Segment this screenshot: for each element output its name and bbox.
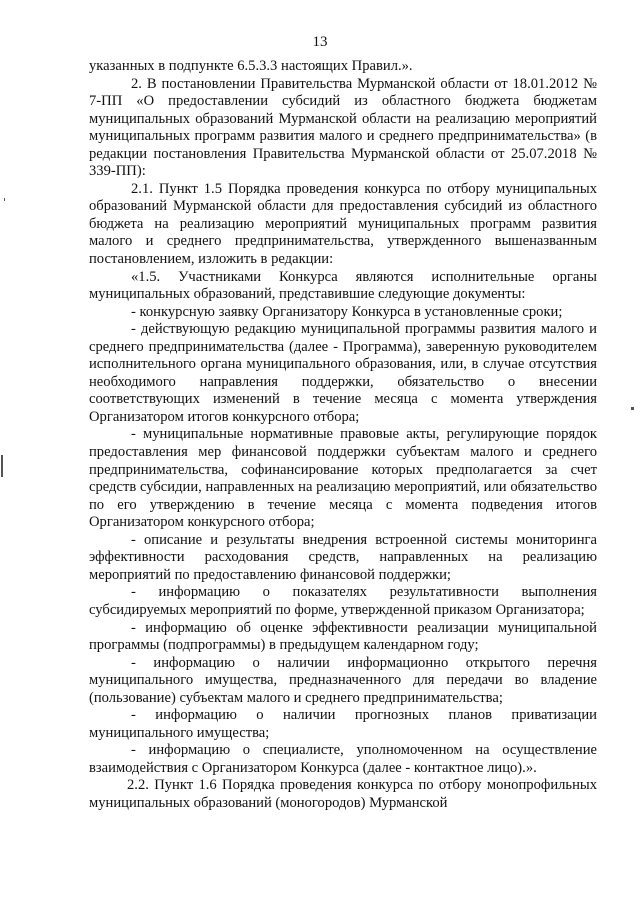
- paragraph: - муниципальные нормативные правовые акты, регулирующие порядок предоставления мер финансовой поддержки субъектам малого и среднего предпринимательства, софинансирование которых предполагается за счет средств субсидии, направленных на реализацию мероприятий, или обязательство по его утверждению в течение месяца с момента подведения итогов Организатором конкурсного отбора;: [89, 426, 597, 531]
- scan-edge-mark: [631, 407, 634, 410]
- paragraph: указанных в подпункте 6.5.3.3 настоящих Правил.».: [89, 58, 413, 74]
- document-body: [89, 58, 597, 813]
- paragraph: - информацию о наличии информационно открытого перечня муниципального имущества, предназначенного для передачи во владение (пользование) субъектам малого и среднего предпринимательства;: [89, 654, 597, 706]
- page-number: 13: [312, 34, 328, 50]
- paragraph: - конкурсную заявку Организатору Конкурса в установленные сроки;: [131, 303, 563, 320]
- scan-edge-mark: [1, 455, 3, 477]
- paragraph: - информацию о специалисте, уполномоченном на осуществление взаимодействия с Организатором Конкурса (далее - контактное лицо).».: [89, 742, 597, 776]
- paragraph: 2. В постановлении Правительства Мурманской области от 18.01.2012 № 7-ПП «О предоставлении субсидий из областного бюджета бюджетам муниципальных образований Мурманской области на реализацию мероприятий муниципальных программ развития малого и среднего предпринимательства» (в редакции постановления Правительства Мурманской области от 25.07.2018 № 339-ПП):: [89, 75, 597, 180]
- paragraph: - действующую редакцию муниципальной программы развития малого и среднего предпринимательства (далее - Программа), заверенную руководителем исполнительного органа муниципального образования, или, в случае отсутствия необходимого направления поддержки, обязательство о внесении соответствующих изменений в течение месяца с момента утверждения Организатором итогов конкурсного отбора;: [89, 321, 597, 425]
- paragraph: - описание и результаты внедрения встроенной системы мониторинга эффективности расходования средств, направленных на реализацию мероприятий по предоставлению финансовой поддержки;: [89, 531, 597, 583]
- paragraph: - информацию об оценке эффективности реализации муниципальной программы (подпрограммы) в предыдущем календарном году;: [89, 619, 597, 654]
- paragraph: - информацию о наличии прогнозных планов приватизации муниципального имущества;: [89, 707, 597, 741]
- paragraph: «1.5. Участниками Конкурса являются исполнительные органы муниципальных образований, представившие следующие документы:: [89, 268, 597, 303]
- paragraph: 2.2. Пункт 1.6 Порядка проведения конкурса по отбору монопрофильных муниципальных образований (моногородов) Мурманской: [89, 777, 597, 811]
- paragraph: - информацию о показателях результативности выполнения субсидируемых мероприятий по форме, утвержденной приказом Организатора;: [89, 584, 597, 618]
- scan-edge-mark: [4, 198, 5, 201]
- paragraph: 2.1. Пункт 1.5 Порядка проведения конкурса по отбору муниципальных образований Мурманской области для предоставления субсидий из областного бюджета на реализацию мероприятий муниципальных программ развития малого и среднего предпринимательства, утвержденного вышеназванным постановлением, изложить в редакции:: [89, 180, 597, 268]
